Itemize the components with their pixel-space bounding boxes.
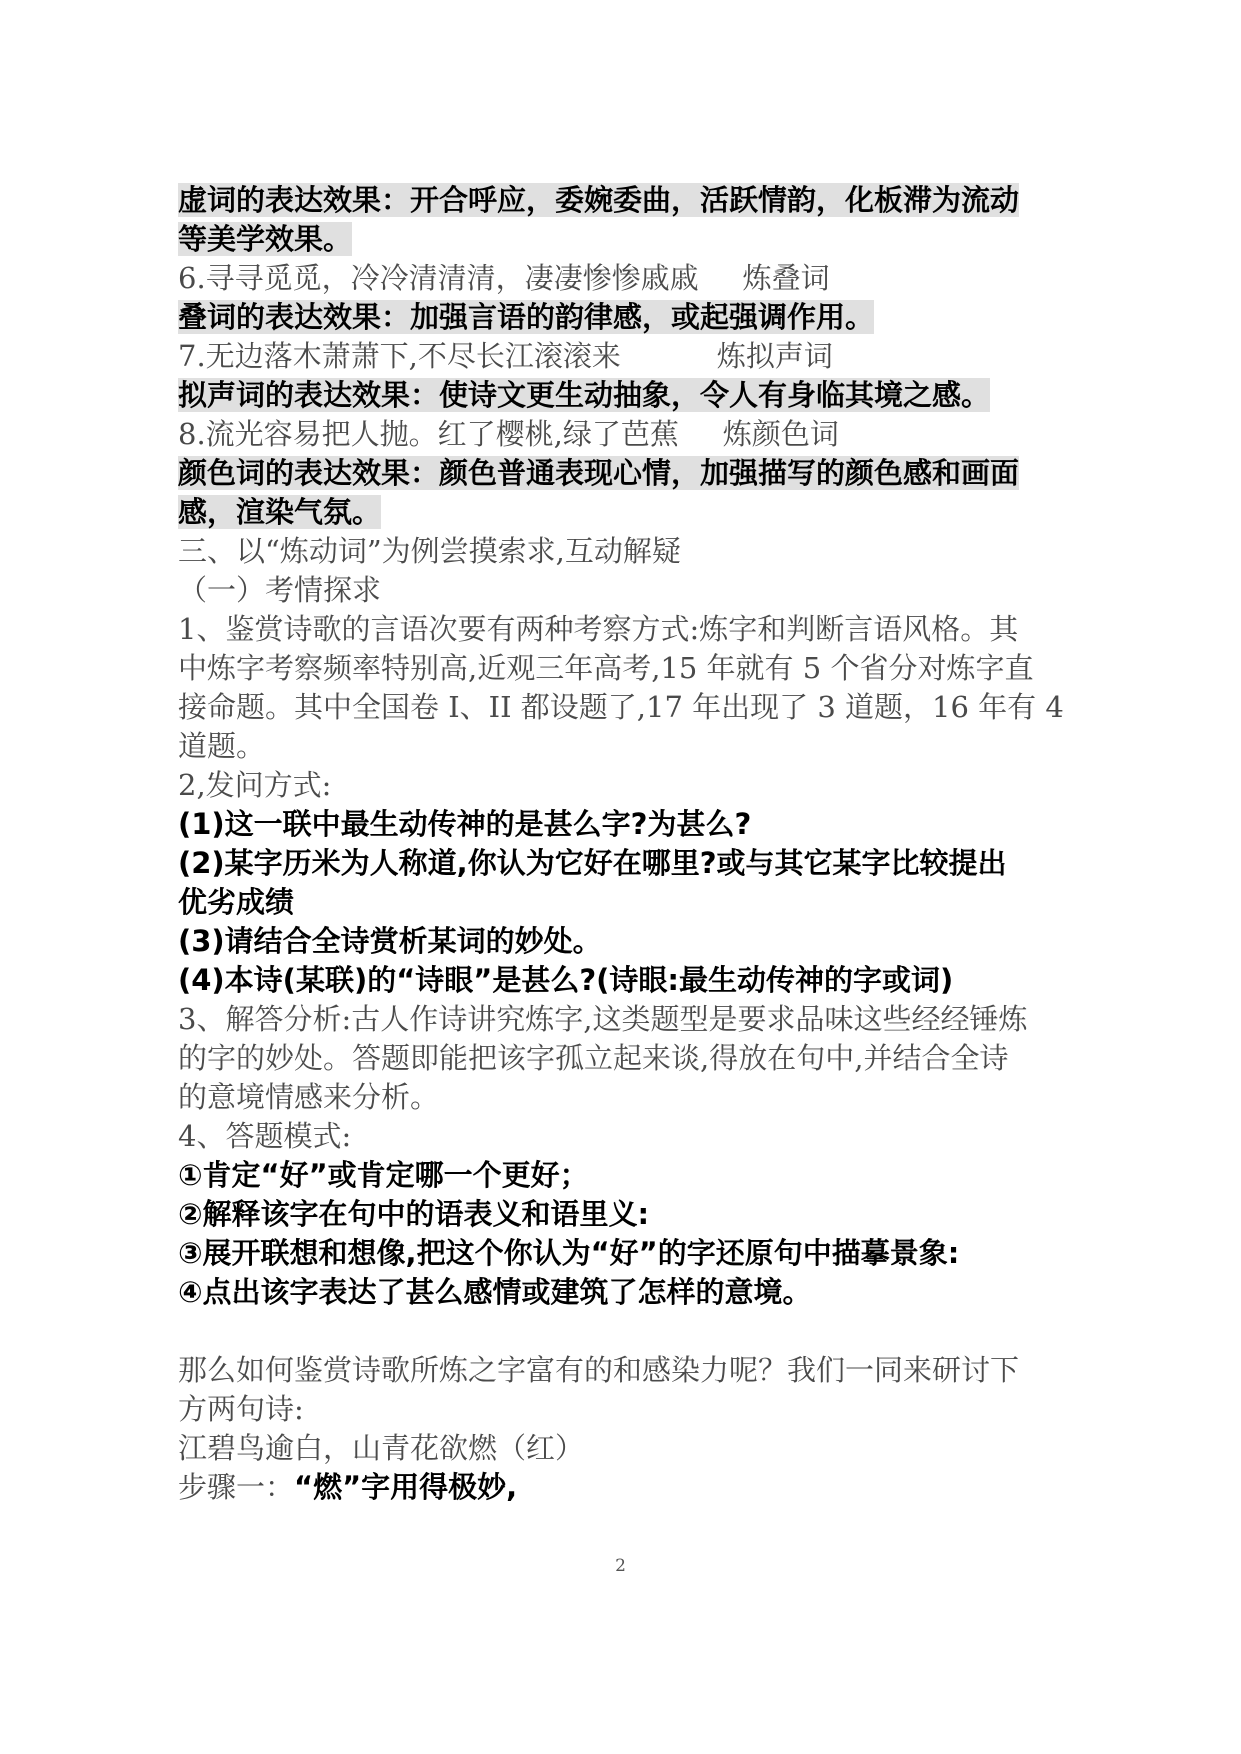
paragraph-line: 拟声词的表达效果：使诗文更生动抽象，令人有身临其境之感。 (178, 378, 991, 412)
paragraph-line: 2,发问方式: (178, 768, 332, 802)
answer-step: ③展开联想和想像,把这个你认为“好”的字还原句中描摹景象: (178, 1236, 960, 1270)
example-line: 7.无边落木萧萧下,不尽长江滚滚来 炼拟声词 (178, 336, 833, 376)
question-item: (3)请结合全诗赏析某词的妙处。 (178, 924, 602, 958)
example-line: 8.流光容易把人抛。红了樱桃,绿了芭蕉 炼颜色词 (178, 414, 839, 454)
question-item: 优劣成绩 (178, 885, 295, 919)
paragraph-line: 的字的妙处。答题即能把该字孤立起来谈,得放在句中,并结合全诗 (178, 1041, 1009, 1075)
paragraph-line: 1、鉴赏诗歌的言语次要有两种考察方式:炼字和判断言语风格。其 (178, 612, 1019, 646)
question-item: (2)某字历米为人称道,你认为它好在哪里?或与其它某字比较提出 (178, 846, 1007, 880)
paragraph-line: 那么如何鉴赏诗歌所炼之字富有的和感染力呢？我们一同来研讨下 (178, 1353, 1020, 1387)
paragraph-line: 虚词的表达效果：开合呼应，委婉委曲，活跃情韵，化板滞为流动 (178, 183, 1020, 217)
subsection-heading: （一）考情探求 (178, 573, 382, 607)
page-number: 2 (615, 1556, 626, 1576)
paragraph-line: 的意境情感来分析。 (178, 1080, 440, 1114)
paragraph-line: 方两句诗: (178, 1392, 304, 1426)
poem-line: 江碧鸟逾白，山青花欲燃（红） (178, 1431, 585, 1465)
question-item: (4)本诗(某联)的“诗眼”是甚么?(诗眼:最生动传神的字或词) (178, 963, 954, 997)
paragraph-line: 道题。 (178, 729, 266, 763)
technique-tag: 炼颜色词 (722, 417, 839, 451)
question-item: (1)这一联中最生动传神的是甚么字?为甚么? (178, 807, 752, 841)
step-line: 步骤一：“燃”字用得极妙, (178, 1470, 518, 1504)
paragraph-line: 中炼字考察频率特别高,近观三年高考,15 年就有 5 个省分对炼字直 (178, 651, 1034, 685)
answer-step: ④点出该字表达了甚么感情或建筑了怎样的意境。 (178, 1275, 812, 1309)
paragraph-line: 感，渲染气氛。 (178, 495, 382, 529)
paragraph-line: 叠词的表达效果：加强言语的韵律感，或起强调作用。 (178, 300, 875, 334)
paragraph-line: 颜色词的表达效果：颜色普通表现心情，加强描写的颜色感和画面 (178, 456, 1020, 490)
paragraph-line: 接命题。其中全国卷 I、II 都设题了,17 年出现了 3 道题，16 年有 4 (178, 690, 1064, 724)
technique-tag: 炼叠词 (742, 261, 830, 295)
answer-step: ②解释该字在句中的语表义和语里义: (178, 1197, 650, 1231)
technique-tag: 炼拟声词 (716, 339, 833, 373)
paragraph-line: 4、答题模式: (178, 1119, 352, 1153)
example-line: 6.寻寻觅觅，冷冷清清清，凄凄惨惨戚戚 炼叠词 (178, 258, 830, 298)
paragraph-line: 等美学效果。 (178, 222, 353, 256)
section-heading: 三、以“炼动词”为例尝摸索求,互动解疑 (178, 534, 681, 568)
paragraph-line: 3、解答分析:古人作诗讲究炼字,这类题型是要求品味这些经经锤炼 (178, 1002, 1028, 1036)
answer-step: ①肯定“好”或肯定哪一个更好； (178, 1158, 589, 1192)
